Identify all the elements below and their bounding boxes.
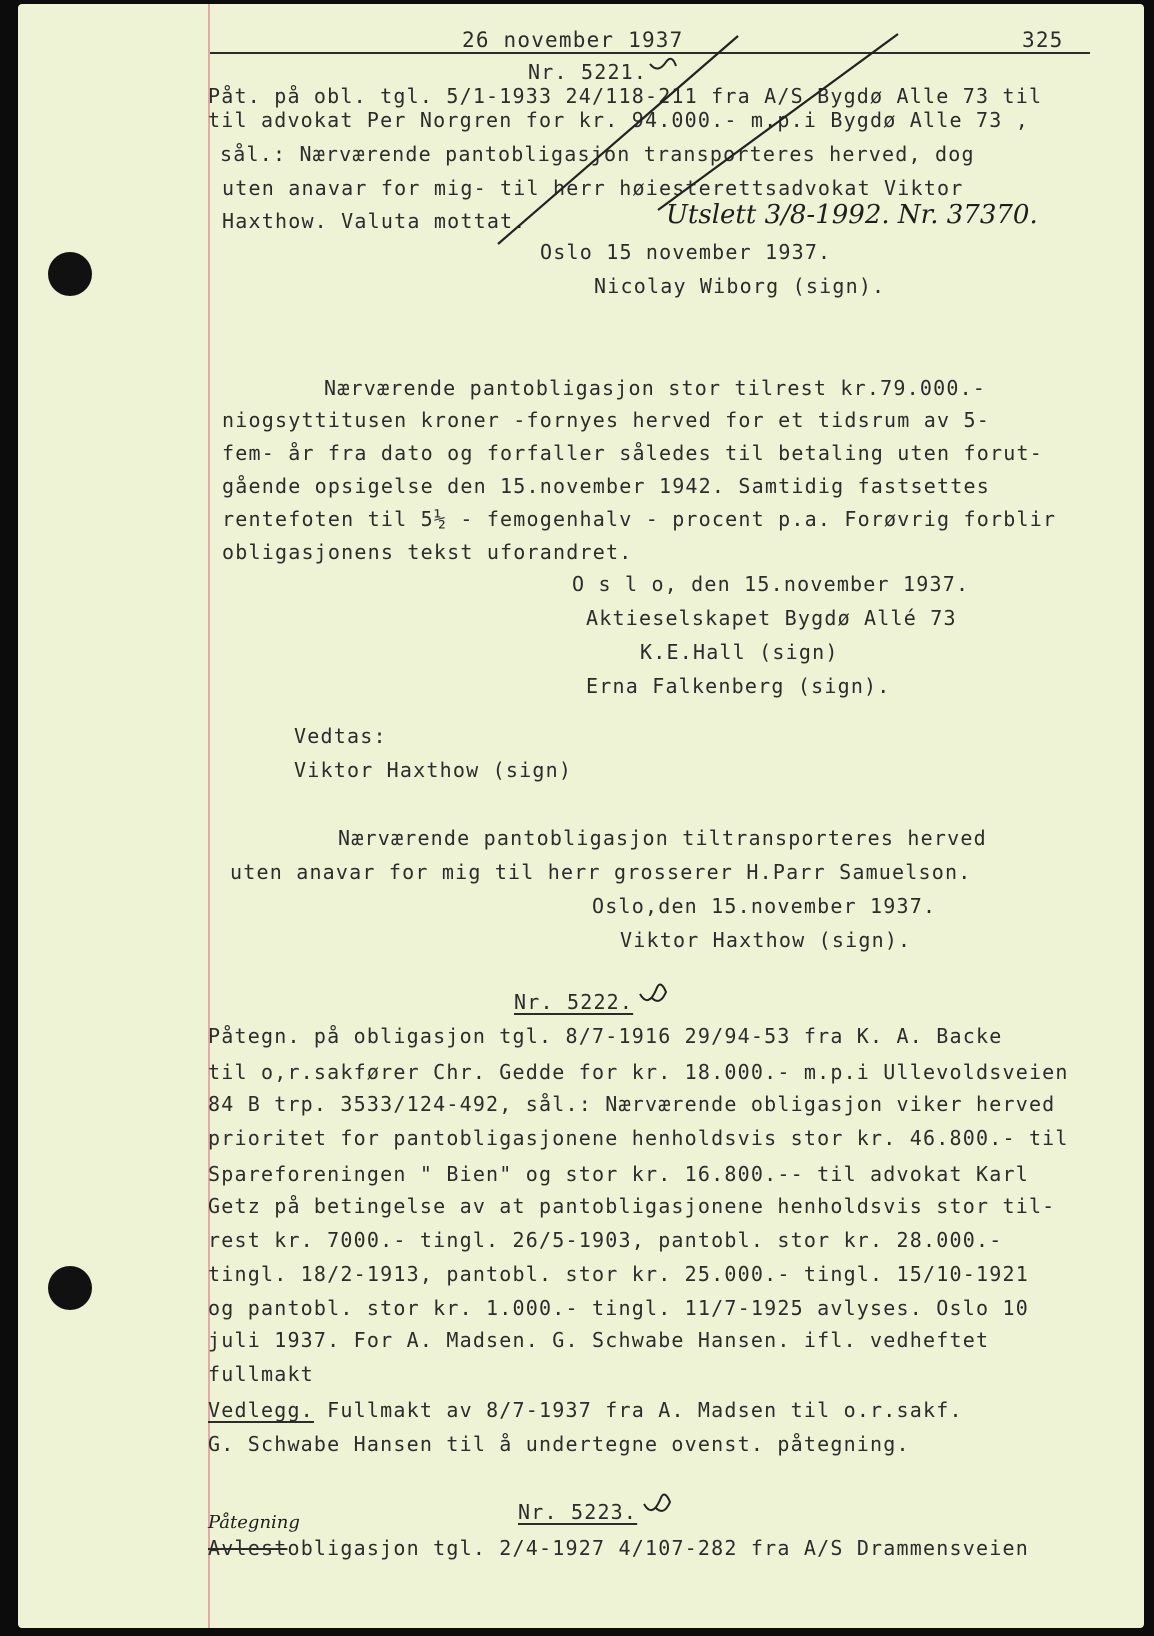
entry-5222-line: Spareforeningen " Bien" og stor kr. 16.800.-- til advokat Karl: [208, 1162, 1029, 1186]
attachment-label: Vedlegg.: [208, 1398, 314, 1422]
cancellation-stroke: [498, 36, 738, 244]
entry-5222-line: tingl. 18/2-1913, pantobl. stor kr. 25.000.- tingl. 15/10-1921: [208, 1262, 1029, 1286]
accepted-signature: Viktor Haxthow (sign): [294, 758, 573, 782]
cancellation-stroke: [658, 34, 898, 210]
entry-5221-line: Påt. på obl. tgl. 5/1-1933 24/118-211 fra A/S Bygdø Alle 73 til: [208, 84, 1043, 108]
renewal-signature: K.E.Hall (sign): [640, 640, 839, 664]
renewal-line: gående opsigelse den 15.november 1942. Samtidig fastsettes: [222, 474, 990, 498]
entry-5221-line: Haxthow. Valuta mottat.: [222, 209, 527, 233]
entry-5222-line: Påtegn. på obligasjon tgl. 8/7-1916 29/94-53 fra K. A. Backe: [208, 1024, 1003, 1048]
entry-number-5221: Nr. 5221.: [528, 60, 648, 84]
accepted-label: Vedtas:: [294, 724, 387, 748]
transfer-signature: Viktor Haxthow (sign).: [620, 928, 912, 952]
entry-number-5223: Nr. 5223.: [518, 1500, 638, 1524]
attachment-text: Fullmakt av 8/7-1937 fra A. Madsen til o.r.sakf.: [313, 1398, 963, 1422]
cancellation-strokes: [18, 4, 1144, 1628]
entry-5221-line: sål.: Nærværende pantobligasjon transporteres herved, dog: [220, 142, 975, 166]
initials-mark: [640, 984, 666, 1000]
entry-5222-line: og pantobl. stor kr. 1.000.- tingl. 11/7-1925 avlyses. Oslo 10: [208, 1296, 1029, 1320]
entry-5222-line: juli 1937. For A. Madsen. G. Schwabe Hansen. ifl. vedheftet: [208, 1328, 990, 1352]
entry-5222-line: Getz på betingelse av at pantobligasjonene henholdsvis stor til-: [208, 1194, 1056, 1218]
entry-5221-line: uten anavar for mig- til herr høiesterettsadvokat Viktor: [222, 176, 964, 200]
page-number: 325: [1022, 28, 1064, 52]
renewal-line: Nærværende pantobligasjon stor tilrest kr.79.000.-: [324, 376, 987, 400]
entry-number-5222: Nr. 5222.: [514, 990, 634, 1014]
transfer-place-date: Oslo,den 15.november 1937.: [592, 894, 937, 918]
entry-5222-line: fullmakt: [208, 1362, 314, 1386]
renewal-company: Aktieselskapet Bygdø Allé 73: [586, 606, 957, 630]
renewal-line: rentefoten til 5½ - femogenhalv - procent p.a. Forøvrig forblir: [222, 507, 1057, 531]
header-date: 26 november 1937: [462, 28, 684, 52]
renewal-place-date: O s l o, den 15.november 1937.: [572, 572, 970, 596]
renewal-line: obligasjonens tekst uforandret.: [222, 540, 633, 564]
renewal-signature: Erna Falkenberg (sign).: [586, 674, 891, 698]
struck-word: Avlest: [208, 1536, 288, 1560]
margin-note: Påtegning: [208, 1512, 300, 1533]
register-page: [18, 4, 1144, 1628]
renewal-line: niogsyttitusen kroner -fornyes herved for et tidsrum av 5-: [222, 408, 990, 432]
signature: Nicolay Wiborg (sign).: [594, 274, 886, 298]
initials-mark: [650, 59, 676, 69]
entry-5223-text: obligasjon tgl. 2/4-1927 4/107-282 fra A/S Drammensveien: [287, 1536, 1029, 1560]
transfer-line: Nærværende pantobligasjon tiltransporteres herved: [338, 826, 987, 850]
handwritten-cancellation-note: Utslett 3/8-1992. Nr. 37370.: [666, 200, 1038, 230]
initials-mark: [644, 1494, 670, 1510]
place-date: Oslo 15 november 1937.: [540, 240, 832, 264]
renewal-line: fem- år fra dato og forfaller således til betaling uten forut-: [222, 441, 1043, 465]
entry-5222-line: til o,r.sakfører Chr. Gedde for kr. 18.000.- m.p.i Ullevoldsveien: [208, 1060, 1069, 1084]
attachment-line: G. Schwabe Hansen til å undertegne ovenst. påtegning.: [208, 1432, 910, 1456]
transfer-line: uten anavar for mig til herr grosserer H.Parr Samuelson.: [230, 860, 972, 884]
entry-5221-line: til advokat Per Norgren for kr. 94.000.- m.p.i Bygdø Alle 73 ,: [208, 108, 1029, 132]
entry-5222-line: 84 B trp. 3533/124-492, sål.: Nærværende obligasjon viker herved: [208, 1092, 1056, 1116]
entry-5222-line: prioritet for pantobligasjonene henholdsvis stor kr. 46.800.- til: [208, 1126, 1069, 1150]
entry-5222-line: rest kr. 7000.- tingl. 26/5-1903, pantobl. stor kr. 28.000.-: [208, 1228, 1003, 1252]
